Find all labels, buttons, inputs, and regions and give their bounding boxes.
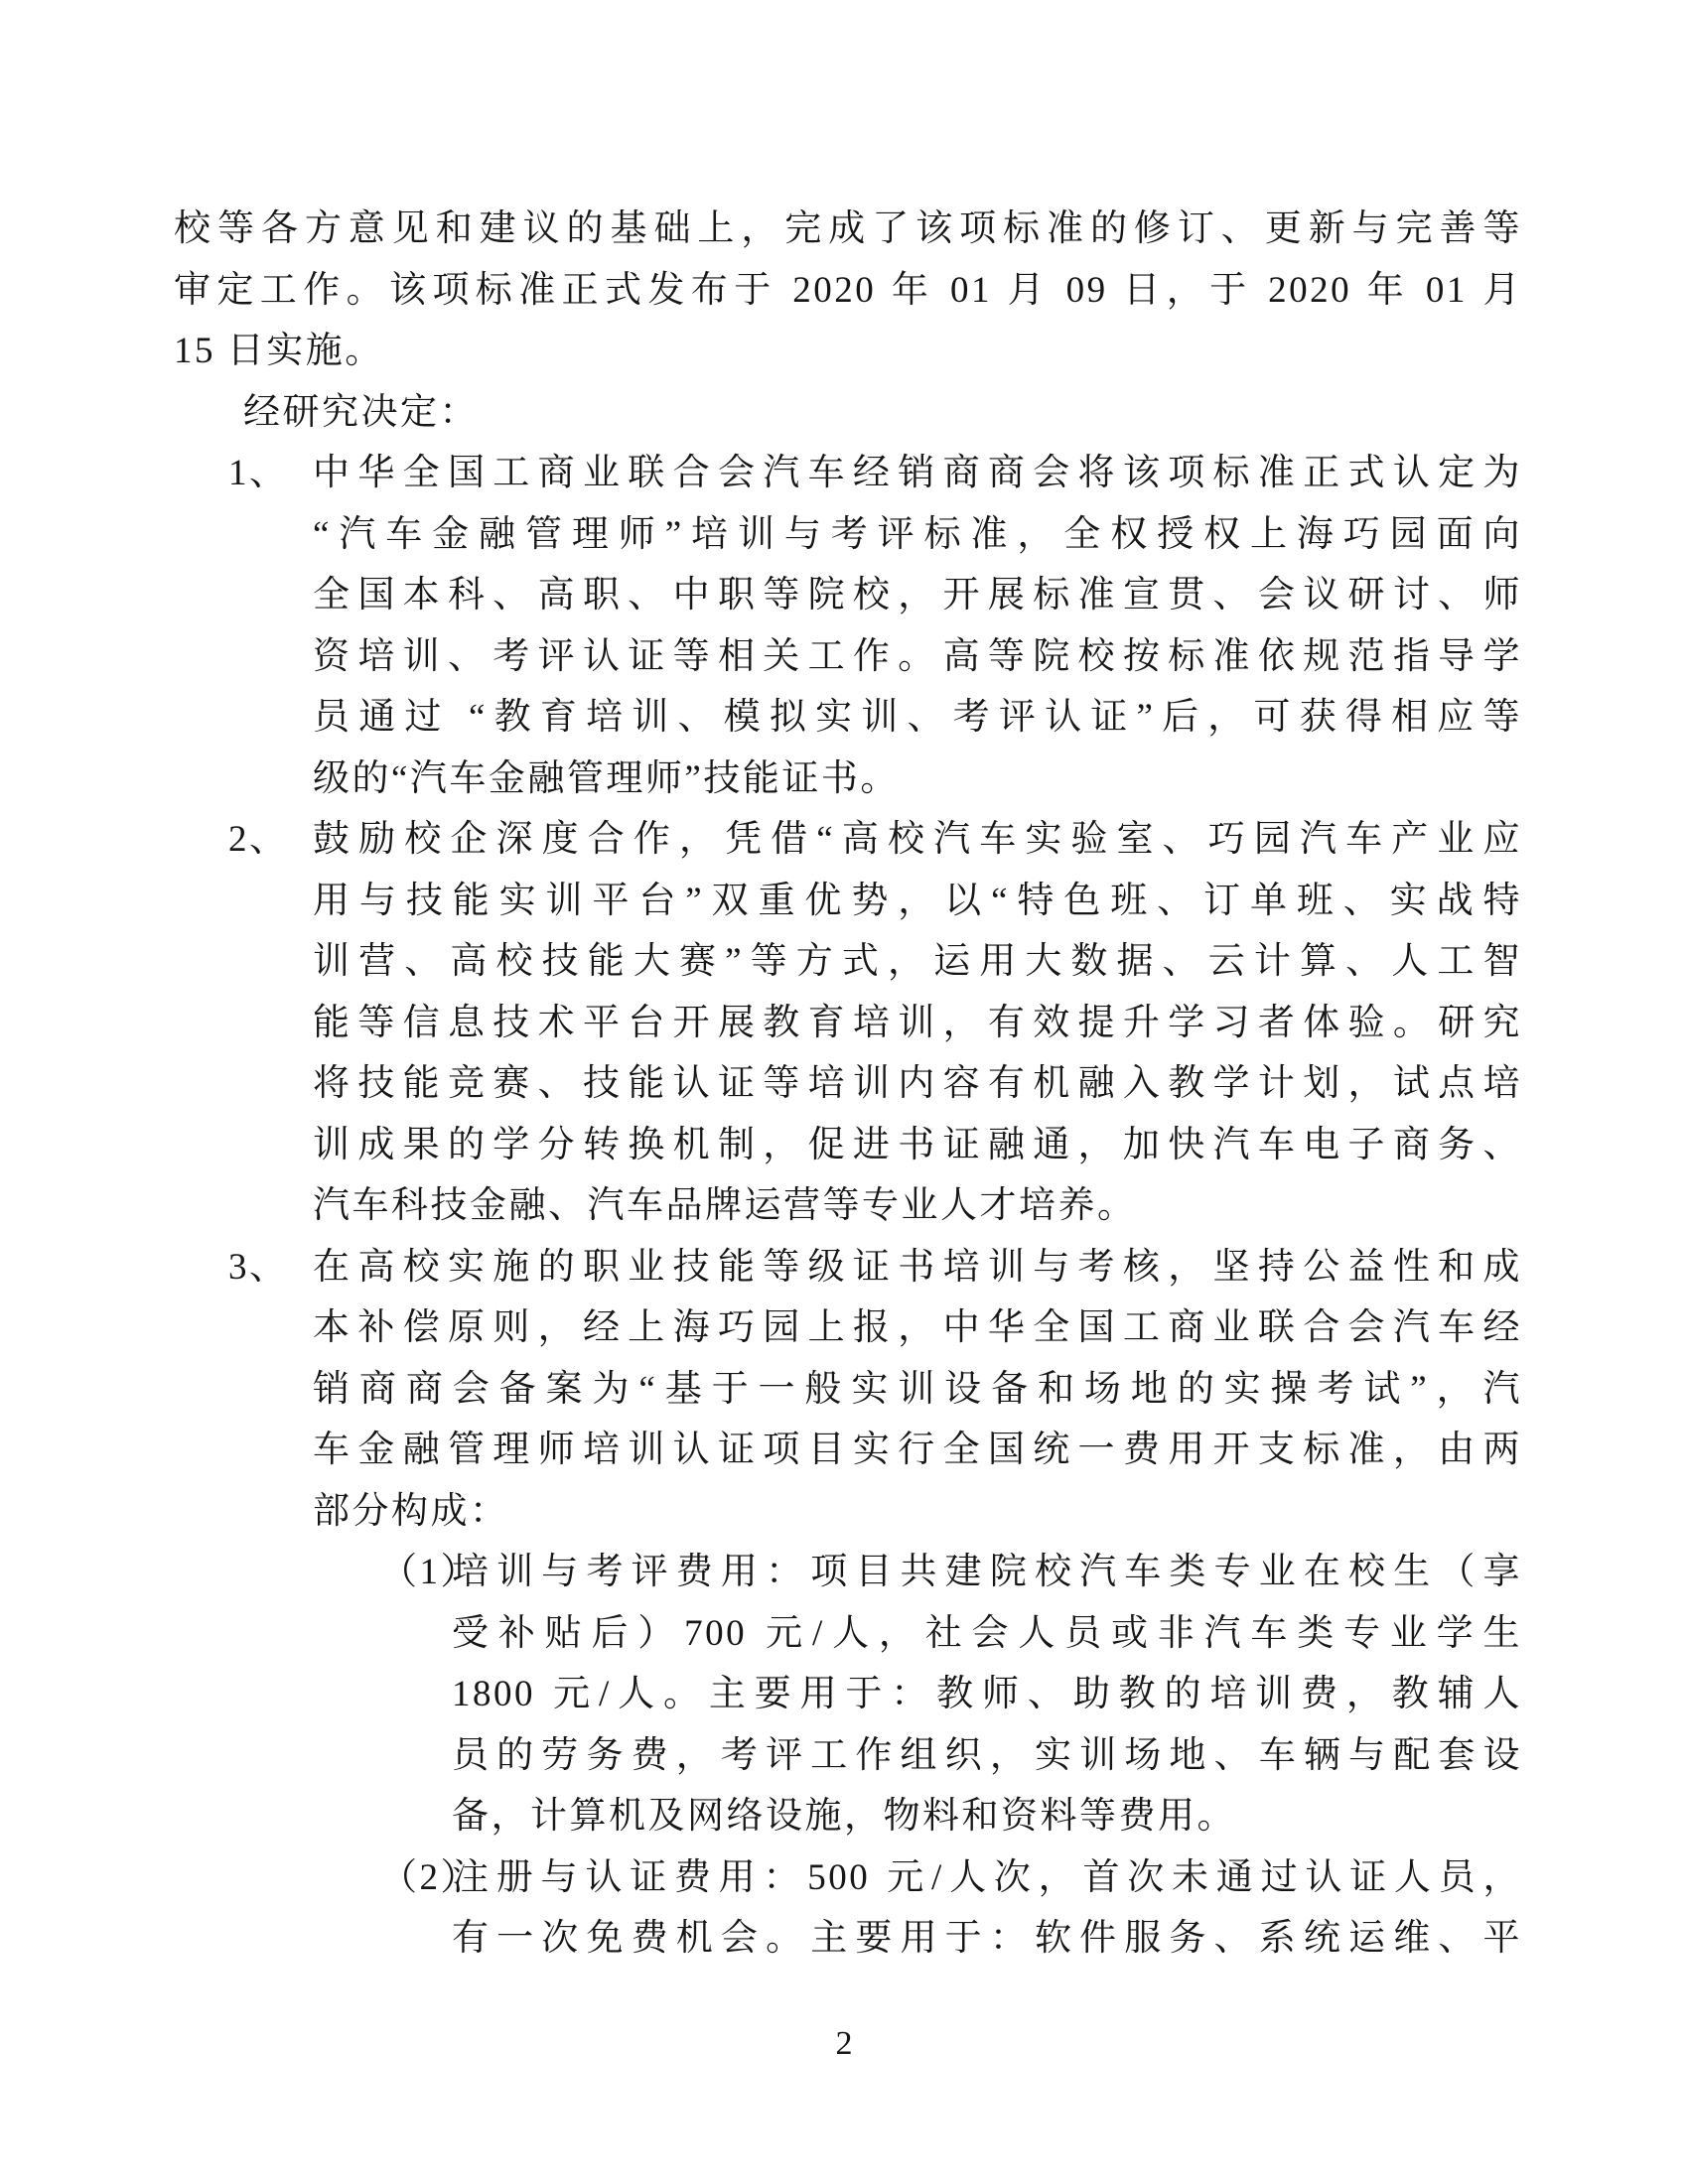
sub-item-line: 员的劳务费，考评工作组织，实训场地、车辆与配套设: [452, 1734, 1522, 1776]
intro-line: 15 日实施。: [174, 331, 384, 371]
item-line: 全国本科、高职、中职等院校，开展标准宣贯、会议研讨、师: [313, 575, 1522, 615]
sub-item-line: 1800 元/人。主要用于：教师、助教的培训费，教辅人: [452, 1674, 1522, 1714]
sub-item-marker: （2）: [380, 1856, 480, 1898]
document-body: [174, 199, 1522, 1970]
item-line: 汽车科技金融、汽车品牌运营等专业人才培养。: [313, 1185, 1137, 1226]
item-line: 训成果的学分转换机制，促进书证融通，加快汽车电子商务、: [313, 1124, 1522, 1165]
decision-heading: 经研究决定：: [243, 391, 479, 433]
intro-line: 校等各方意见和建议的基础上，完成了该项标准的修订、更新与完善等: [174, 208, 1522, 249]
intro-line: 审定工作。该项标准正式发布于 2020 年 01 月 09 日，于 2020 年 01 月: [174, 269, 1522, 311]
sub-item-line: 有一次免费机会。主要用于：软件服务、系统运维、平: [452, 1918, 1522, 1959]
item-line: [174, 809, 1522, 871]
item-line: 本补偿原则，经上海巧园上报，中华全国工商业联合会汽车经: [313, 1307, 1522, 1348]
item-line: [174, 443, 1522, 504]
item-text: 中华全国工商业联合会汽车经销商商会将该项标准正式认定为: [313, 453, 1522, 493]
item-line: 部分构成：: [313, 1490, 509, 1532]
page-number: 2: [835, 2025, 853, 2062]
item-line: 车金融管理师培训认证项目实行全国统一费用开支标准，由两: [313, 1430, 1522, 1470]
item-line: 将技能竞赛、技能认证等培训内容有机融入教学计划，试点培: [313, 1063, 1522, 1104]
sub-item-text: 注册与认证费用：500 元/人次，首次未通过认证人员，: [452, 1856, 1522, 1898]
sub-item-line: 备，计算机及网络设施，物料和资料等费用。: [452, 1796, 1236, 1837]
sub-item-marker: （1）: [380, 1552, 480, 1592]
item-line: 销商商会备案为“基于一般实训设备和场地的实操考试”，汽: [313, 1368, 1522, 1410]
item-line: 员通过 “教育培训、模拟实训、考评认证”后，可获得相应等: [313, 697, 1522, 738]
item-line: 用与技能实训平台”双重优势，以“特色班、订单班、实战特: [313, 880, 1522, 921]
item-line: 资培训、考评认证等相关工作。高等院校按标准依规范指导学: [313, 635, 1522, 677]
item-line: 能等信息技术平台开展教育培训，有效提升学习者体验。研究: [313, 1002, 1522, 1043]
item-line: “汽车金融管理师”培训与考评标准，全权授权上海巧园面向: [313, 513, 1522, 555]
item-line: 级的“汽车金融管理师”技能证书。: [313, 757, 900, 799]
item-text: 鼓励校企深度合作，凭借“高校汽车实验室、巧园汽车产业应: [313, 819, 1522, 860]
item-text: 在高校实施的职业技能等级证书培训与考核，坚持公益性和成: [313, 1246, 1522, 1288]
item-marker: 1、: [228, 453, 289, 493]
item-marker: 2、: [228, 819, 289, 860]
item-marker: 3、: [228, 1246, 289, 1288]
item-line: [174, 1237, 1522, 1298]
sub-item-line: 受补贴后）700 元/人，社会人员或非汽车类专业学生: [452, 1612, 1522, 1654]
item-line: 训营、高校技能大赛”等方式，运用大数据、云计算、人工智: [313, 941, 1522, 982]
sub-item-line: [174, 1847, 1522, 1909]
sub-item-line: [174, 1542, 1522, 1603]
sub-item-text: 培训与考评费用：项目共建院校汽车类专业在校生（享: [452, 1552, 1522, 1592]
